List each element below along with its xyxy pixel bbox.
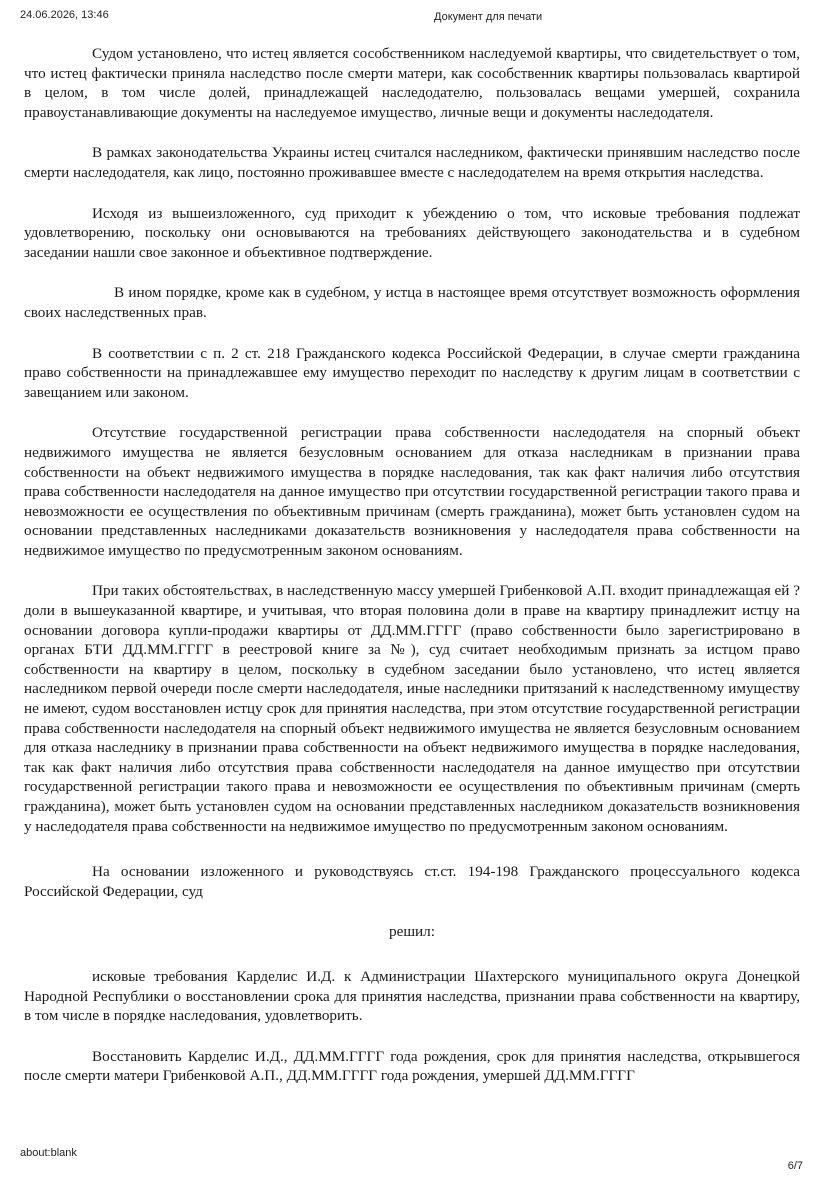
paragraph: При таких обстоятельствах, в наследственную массу умершей Грибенковой А.П. входит принадлежащая ей ? доли в вышеуказанной квартире, и учитывая, что вторая половина доли в праве на квартиру принадлежит истцу на основании договора купли-продажи квартиры от ДД.ММ.ГГГГ (право собственности было зарегистрировано в органах БТИ ДД.ММ.ГГГГ в реестровой книге за №), суд считает необходимым признать за истцом право собственности на квартиру в целом, поскольку в судебном заседании было установлено, что истец является наследником первой очереди после смерти наследодателя, иные наследники притязаний к наследственному имуществу не имеют, судом восстановлен истцу срок для принятия наследства, при этом отсутствие государственной регистрации права собственности наследодателя на спорный объект недвижимого имущества не является безусловным основанием для отказа наследнику в признании права собственности на объект недвижимого имущества в порядке наследования, так как факт наличия либо отсутствия права собственности наследодателя на данное имущество при отсутствии государственной регистрации такого права и невозможности ее осуществления по объективным причинам (смерть гражданина), может быть установлен судом на основании представленных наследником доказательств возникновения у наследодателя права собственности на недвижимое имущество по предусмотренным законом основаниям.: [24, 582, 800, 835]
paragraph: На основании изложенного и руководствуясь ст.ст. 194-198 Гражданского процессуального кодекса Российской Федерации, суд: [24, 863, 800, 900]
paragraph: Судом установлено, что истец является сособственником наследуемой квартиры, что свидетельствует о том, что истец фактически приняла наследство после смерти матери, как сособственник квартиры пользовалась квартирой в целом, в том числе долей, принадлежащей наследодателю, пользовалась вещами умершей, сохранила правоустанавливающие документы на наследуемое имущество, личные вещи и документы наследодателя.: [24, 45, 800, 121]
paragraph: В рамках законодательства Украины истец считался наследником, фактически принявшим наследство после смерти наследодателя, как лицо, постоянно проживавшее вместе с наследодателем на время открытия наследства.: [24, 144, 800, 181]
paragraph: Исходя из вышеизложенного, суд приходит к убеждению о том, что исковые требования подлежат удовлетворению, поскольку они основываются на требованиях действующего законодательства и в судебном заседании нашли свое законное и объективное подтверждение.: [24, 204, 800, 261]
decision-paragraph: исковые требования Карделис И.Д. к Администрации Шахтерского муниципального округа Донецкой Народной Республики о восстановлении срока для принятия наследства, признании права собственности на квартиру, в том числе в порядке наследования, удовлетворить.: [24, 967, 800, 1025]
decision-heading: решил:: [389, 923, 435, 941]
paragraph: В соответствии с п. 2 ст. 218 Гражданского кодекса Российской Федерации, в случае смерти гражданина право собственности на принадлежавшее ему имущество переходит по наследству к другим лицам в соответствии с завещанием или законом.: [24, 344, 800, 401]
print-title: Документ для печати: [434, 11, 543, 23]
print-datetime: 24.06.2026, 13:46: [20, 9, 109, 21]
paragraph: Отсутствие государственной регистрации права собственности наследодателя на спорный объект недвижимого имущества не является безусловным основанием для отказа наследникам в признании права собственности на объект недвижимого имущества в порядке наследования, так как факт наличия либо отсутствия права собственности наследодателя на данное имущество при отсутствии государственной регистрации такого права и невозможности ее осуществления по объективным причинам (смерть гражданина), может быть установлен судом на основании представленных наследниками доказательств возникновения у наследодателя права собственности на недвижимое имущество по предусмотренным законом основаниям.: [24, 424, 800, 559]
paragraph: В ином порядке, кроме как в судебном, у истца в настоящее время отсутствует возможность оформления своих наследственных прав.: [24, 284, 800, 321]
footer-url: about:blank: [20, 1147, 77, 1159]
decision-paragraph: Восстановить Карделис И.Д., ДД.ММ.ГГГГ года рождения, срок для принятия наследства, открывшегося после смерти матери Грибенковой А.П., ДД.ММ.ГГГГ года рождения, умершей ДД.ММ.ГГГГ: [24, 1047, 800, 1085]
document-body: [24, 44, 800, 1107]
page-number: 6/7: [787, 1160, 803, 1172]
